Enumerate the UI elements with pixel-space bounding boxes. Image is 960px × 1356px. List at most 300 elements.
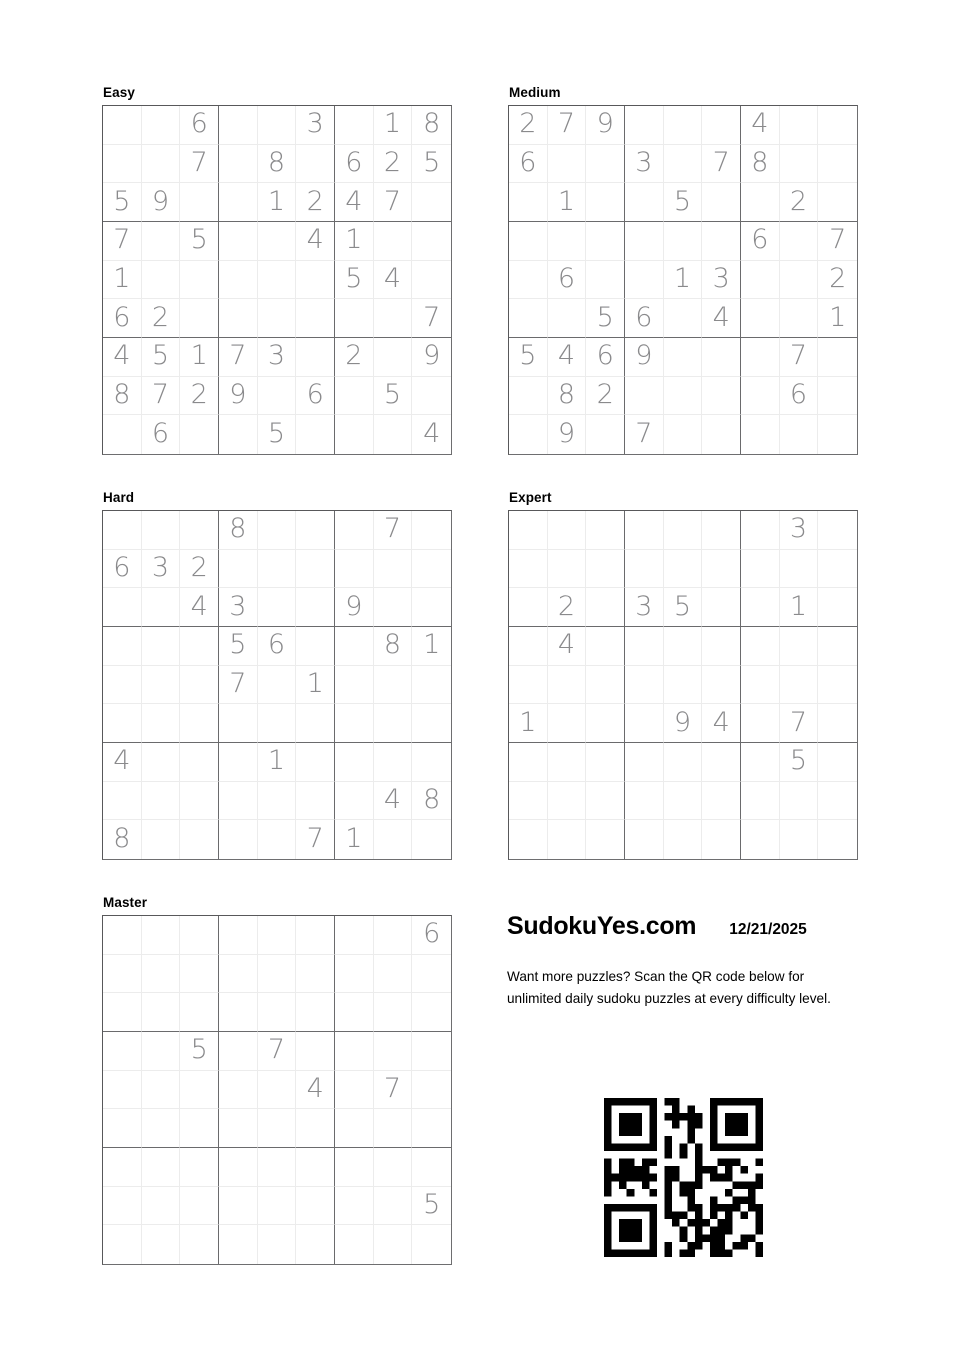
sudoku-cell-given[interactable] — [103, 338, 142, 377]
sudoku-cell-empty[interactable] — [741, 511, 780, 550]
sudoku-cell-empty[interactable] — [296, 550, 335, 589]
sudoku-cell-empty[interactable] — [219, 1032, 258, 1071]
sudoku-cell-empty[interactable] — [335, 415, 374, 454]
sudoku-cell-empty[interactable] — [219, 261, 258, 300]
sudoku-cell-empty[interactable] — [702, 627, 741, 666]
sudoku-cell-empty[interactable] — [296, 588, 335, 627]
sudoku-cell-empty[interactable] — [335, 106, 374, 145]
sudoku-cell-empty[interactable] — [741, 666, 780, 705]
sudoku-cell-empty[interactable] — [219, 1109, 258, 1148]
sudoku-cell-given[interactable] — [219, 588, 258, 627]
sudoku-cell-empty[interactable] — [509, 820, 548, 859]
sudoku-cell-empty[interactable] — [741, 299, 780, 338]
sudoku-cell-empty[interactable] — [335, 916, 374, 955]
sudoku-cell-given[interactable] — [180, 222, 219, 261]
sudoku-cell-empty[interactable] — [412, 222, 451, 261]
sudoku-cell-empty[interactable] — [180, 704, 219, 743]
sudoku-cell-empty[interactable] — [509, 666, 548, 705]
sudoku-cell-given[interactable] — [625, 415, 664, 454]
sudoku-cell-given[interactable] — [548, 338, 587, 377]
sudoku-cell-given[interactable] — [780, 743, 819, 782]
sudoku-cell-empty[interactable] — [374, 993, 413, 1032]
sudoku-cell-empty[interactable] — [780, 627, 819, 666]
sudoku-cell-empty[interactable] — [509, 415, 548, 454]
sudoku-cell-empty[interactable] — [818, 106, 857, 145]
sudoku-cell-given[interactable] — [103, 550, 142, 589]
sudoku-cell-empty[interactable] — [103, 1071, 142, 1110]
sudoku-cell-empty[interactable] — [374, 222, 413, 261]
sudoku-cell-empty[interactable] — [296, 955, 335, 994]
sudoku-cell-given[interactable] — [180, 550, 219, 589]
sudoku-cell-empty[interactable] — [142, 627, 181, 666]
sudoku-cell-empty[interactable] — [412, 550, 451, 589]
sudoku-cell-given[interactable] — [741, 222, 780, 261]
sudoku-cell-empty[interactable] — [412, 183, 451, 222]
sudoku-cell-empty[interactable] — [412, 743, 451, 782]
sudoku-cell-empty[interactable] — [258, 1109, 297, 1148]
sudoku-cell-empty[interactable] — [142, 1071, 181, 1110]
sudoku-cell-empty[interactable] — [702, 377, 741, 416]
sudoku-cell-given[interactable] — [702, 299, 741, 338]
sudoku-cell-empty[interactable] — [664, 338, 703, 377]
sudoku-cell-empty[interactable] — [219, 743, 258, 782]
sudoku-cell-given[interactable] — [219, 627, 258, 666]
sudoku-cell-empty[interactable] — [296, 415, 335, 454]
sudoku-cell-empty[interactable] — [103, 588, 142, 627]
sudoku-cell-empty[interactable] — [412, 1032, 451, 1071]
sudoku-cell-empty[interactable] — [702, 782, 741, 821]
sudoku-cell-given[interactable] — [586, 299, 625, 338]
sudoku-cell-given[interactable] — [780, 338, 819, 377]
sudoku-cell-given[interactable] — [702, 704, 741, 743]
sudoku-cell-given[interactable] — [258, 415, 297, 454]
sudoku-cell-given[interactable] — [664, 261, 703, 300]
sudoku-cell-empty[interactable] — [296, 1109, 335, 1148]
sudoku-cell-empty[interactable] — [180, 1187, 219, 1226]
sudoku-cell-given[interactable] — [258, 627, 297, 666]
sudoku-cell-empty[interactable] — [702, 511, 741, 550]
sudoku-cell-given[interactable] — [335, 820, 374, 859]
sudoku-cell-given[interactable] — [412, 299, 451, 338]
sudoku-cell-empty[interactable] — [586, 666, 625, 705]
sudoku-cell-empty[interactable] — [509, 377, 548, 416]
sudoku-cell-given[interactable] — [142, 183, 181, 222]
sudoku-cell-empty[interactable] — [818, 145, 857, 184]
sudoku-cell-empty[interactable] — [219, 550, 258, 589]
sudoku-cell-empty[interactable] — [586, 222, 625, 261]
sudoku-cell-empty[interactable] — [780, 106, 819, 145]
sudoku-cell-empty[interactable] — [103, 1148, 142, 1187]
qr-code-canvas[interactable] — [604, 1098, 763, 1257]
qr-code-icon[interactable] — [604, 1098, 763, 1257]
sudoku-cell-empty[interactable] — [180, 627, 219, 666]
sudoku-cell-empty[interactable] — [818, 782, 857, 821]
sudoku-cell-empty[interactable] — [586, 145, 625, 184]
sudoku-cell-empty[interactable] — [586, 820, 625, 859]
sudoku-cell-empty[interactable] — [412, 1109, 451, 1148]
sudoku-cell-empty[interactable] — [625, 704, 664, 743]
sudoku-cell-given[interactable] — [296, 106, 335, 145]
sudoku-cell-empty[interactable] — [702, 820, 741, 859]
sudoku-cell-empty[interactable] — [142, 222, 181, 261]
sudoku-cell-empty[interactable] — [412, 377, 451, 416]
sudoku-cell-empty[interactable] — [374, 955, 413, 994]
sudoku-cell-empty[interactable] — [625, 666, 664, 705]
sudoku-cell-empty[interactable] — [818, 627, 857, 666]
sudoku-cell-empty[interactable] — [180, 743, 219, 782]
sudoku-cell-empty[interactable] — [374, 666, 413, 705]
sudoku-cell-empty[interactable] — [664, 145, 703, 184]
sudoku-cell-empty[interactable] — [412, 588, 451, 627]
sudoku-cell-empty[interactable] — [412, 1148, 451, 1187]
sudoku-cell-empty[interactable] — [335, 627, 374, 666]
sudoku-cell-empty[interactable] — [258, 916, 297, 955]
sudoku-cell-empty[interactable] — [509, 299, 548, 338]
sudoku-cell-empty[interactable] — [335, 666, 374, 705]
sudoku-cell-given[interactable] — [374, 183, 413, 222]
sudoku-cell-empty[interactable] — [180, 1225, 219, 1264]
sudoku-cell-empty[interactable] — [741, 261, 780, 300]
sudoku-cell-empty[interactable] — [741, 743, 780, 782]
sudoku-cell-empty[interactable] — [374, 299, 413, 338]
sudoku-cell-empty[interactable] — [509, 222, 548, 261]
sudoku-cell-empty[interactable] — [374, 820, 413, 859]
sudoku-grid-easy[interactable] — [102, 105, 452, 455]
sudoku-cell-empty[interactable] — [180, 993, 219, 1032]
sudoku-grid-expert[interactable] — [508, 510, 858, 860]
sudoku-cell-given[interactable] — [664, 183, 703, 222]
sudoku-cell-given[interactable] — [335, 145, 374, 184]
sudoku-cell-given[interactable] — [103, 820, 142, 859]
sudoku-cell-given[interactable] — [258, 743, 297, 782]
sudoku-cell-empty[interactable] — [741, 338, 780, 377]
sudoku-cell-empty[interactable] — [258, 106, 297, 145]
sudoku-cell-empty[interactable] — [142, 955, 181, 994]
sudoku-cell-given[interactable] — [780, 183, 819, 222]
sudoku-cell-given[interactable] — [103, 743, 142, 782]
sudoku-cell-empty[interactable] — [180, 299, 219, 338]
sudoku-cell-given[interactable] — [780, 704, 819, 743]
sudoku-cell-empty[interactable] — [103, 511, 142, 550]
sudoku-cell-given[interactable] — [664, 704, 703, 743]
sudoku-cell-given[interactable] — [296, 666, 335, 705]
sudoku-cell-empty[interactable] — [374, 1187, 413, 1226]
sudoku-cell-given[interactable] — [374, 511, 413, 550]
sudoku-cell-empty[interactable] — [586, 511, 625, 550]
sudoku-cell-given[interactable] — [741, 145, 780, 184]
sudoku-cell-empty[interactable] — [548, 299, 587, 338]
sudoku-cell-empty[interactable] — [296, 299, 335, 338]
sudoku-cell-empty[interactable] — [509, 782, 548, 821]
sudoku-cell-empty[interactable] — [702, 415, 741, 454]
sudoku-cell-empty[interactable] — [142, 916, 181, 955]
sudoku-cell-empty[interactable] — [180, 1109, 219, 1148]
sudoku-cell-empty[interactable] — [103, 1109, 142, 1148]
sudoku-cell-empty[interactable] — [219, 1148, 258, 1187]
sudoku-cell-empty[interactable] — [374, 1225, 413, 1264]
sudoku-cell-empty[interactable] — [142, 704, 181, 743]
sudoku-cell-empty[interactable] — [180, 415, 219, 454]
sudoku-cell-empty[interactable] — [142, 511, 181, 550]
sudoku-cell-empty[interactable] — [142, 1032, 181, 1071]
sudoku-cell-empty[interactable] — [780, 145, 819, 184]
sudoku-cell-given[interactable] — [702, 261, 741, 300]
sudoku-cell-given[interactable] — [412, 106, 451, 145]
sudoku-cell-given[interactable] — [818, 222, 857, 261]
sudoku-cell-empty[interactable] — [586, 415, 625, 454]
sudoku-cell-given[interactable] — [258, 338, 297, 377]
sudoku-cell-empty[interactable] — [335, 743, 374, 782]
sudoku-cell-empty[interactable] — [548, 145, 587, 184]
sudoku-cell-empty[interactable] — [374, 588, 413, 627]
sudoku-cell-empty[interactable] — [702, 106, 741, 145]
sudoku-cell-empty[interactable] — [780, 299, 819, 338]
sudoku-cell-given[interactable] — [586, 377, 625, 416]
sudoku-cell-given[interactable] — [180, 338, 219, 377]
sudoku-cell-empty[interactable] — [412, 261, 451, 300]
sudoku-cell-empty[interactable] — [296, 145, 335, 184]
sudoku-cell-empty[interactable] — [625, 106, 664, 145]
sudoku-cell-empty[interactable] — [412, 955, 451, 994]
sudoku-cell-empty[interactable] — [509, 511, 548, 550]
sudoku-cell-given[interactable] — [180, 145, 219, 184]
sudoku-cell-empty[interactable] — [258, 782, 297, 821]
sudoku-cell-empty[interactable] — [335, 550, 374, 589]
sudoku-cell-empty[interactable] — [142, 1225, 181, 1264]
sudoku-cell-empty[interactable] — [219, 106, 258, 145]
sudoku-cell-empty[interactable] — [219, 1187, 258, 1226]
sudoku-cell-empty[interactable] — [335, 704, 374, 743]
sudoku-cell-empty[interactable] — [818, 415, 857, 454]
sudoku-cell-empty[interactable] — [103, 1187, 142, 1226]
sudoku-cell-given[interactable] — [219, 666, 258, 705]
sudoku-cell-empty[interactable] — [374, 550, 413, 589]
sudoku-cell-empty[interactable] — [412, 704, 451, 743]
sudoku-cell-given[interactable] — [412, 1187, 451, 1226]
sudoku-cell-empty[interactable] — [509, 550, 548, 589]
sudoku-cell-empty[interactable] — [258, 666, 297, 705]
sudoku-cell-empty[interactable] — [335, 782, 374, 821]
sudoku-cell-empty[interactable] — [219, 1225, 258, 1264]
sudoku-cell-given[interactable] — [219, 338, 258, 377]
sudoku-cell-given[interactable] — [818, 299, 857, 338]
sudoku-cell-empty[interactable] — [296, 338, 335, 377]
sudoku-cell-empty[interactable] — [180, 261, 219, 300]
sudoku-cell-empty[interactable] — [741, 415, 780, 454]
sudoku-cell-given[interactable] — [296, 183, 335, 222]
sudoku-cell-empty[interactable] — [509, 261, 548, 300]
sudoku-cell-empty[interactable] — [103, 415, 142, 454]
sudoku-cell-empty[interactable] — [548, 782, 587, 821]
sudoku-cell-given[interactable] — [780, 511, 819, 550]
sudoku-cell-empty[interactable] — [103, 666, 142, 705]
sudoku-cell-empty[interactable] — [625, 261, 664, 300]
sudoku-cell-empty[interactable] — [335, 993, 374, 1032]
sudoku-cell-given[interactable] — [296, 377, 335, 416]
sudoku-cell-empty[interactable] — [180, 820, 219, 859]
sudoku-cell-given[interactable] — [412, 627, 451, 666]
sudoku-cell-empty[interactable] — [142, 1187, 181, 1226]
sudoku-cell-empty[interactable] — [625, 820, 664, 859]
sudoku-cell-empty[interactable] — [586, 782, 625, 821]
sudoku-cell-empty[interactable] — [219, 916, 258, 955]
sudoku-cell-empty[interactable] — [625, 550, 664, 589]
sudoku-cell-given[interactable] — [142, 415, 181, 454]
sudoku-cell-given[interactable] — [548, 261, 587, 300]
sudoku-cell-empty[interactable] — [741, 627, 780, 666]
sudoku-cell-given[interactable] — [625, 588, 664, 627]
sudoku-cell-given[interactable] — [335, 222, 374, 261]
sudoku-cell-empty[interactable] — [258, 511, 297, 550]
sudoku-cell-given[interactable] — [219, 377, 258, 416]
sudoku-cell-empty[interactable] — [780, 666, 819, 705]
sudoku-cell-empty[interactable] — [586, 743, 625, 782]
sudoku-cell-empty[interactable] — [374, 415, 413, 454]
sudoku-cell-given[interactable] — [412, 916, 451, 955]
sudoku-cell-given[interactable] — [335, 183, 374, 222]
sudoku-cell-empty[interactable] — [180, 666, 219, 705]
sudoku-grid-hard[interactable] — [102, 510, 452, 860]
sudoku-cell-empty[interactable] — [335, 1109, 374, 1148]
sudoku-cell-empty[interactable] — [103, 782, 142, 821]
sudoku-cell-empty[interactable] — [664, 511, 703, 550]
sudoku-cell-empty[interactable] — [625, 511, 664, 550]
sudoku-cell-empty[interactable] — [180, 1071, 219, 1110]
sudoku-cell-empty[interactable] — [142, 782, 181, 821]
sudoku-cell-empty[interactable] — [548, 222, 587, 261]
sudoku-cell-empty[interactable] — [374, 1109, 413, 1148]
sudoku-cell-empty[interactable] — [335, 1187, 374, 1226]
sudoku-cell-empty[interactable] — [142, 106, 181, 145]
sudoku-cell-empty[interactable] — [625, 627, 664, 666]
sudoku-cell-empty[interactable] — [258, 1071, 297, 1110]
sudoku-cell-given[interactable] — [296, 222, 335, 261]
sudoku-cell-empty[interactable] — [142, 145, 181, 184]
sudoku-cell-given[interactable] — [258, 183, 297, 222]
sudoku-cell-given[interactable] — [374, 1071, 413, 1110]
sudoku-cell-empty[interactable] — [780, 261, 819, 300]
sudoku-cell-given[interactable] — [509, 106, 548, 145]
sudoku-cell-empty[interactable] — [296, 627, 335, 666]
sudoku-cell-empty[interactable] — [412, 820, 451, 859]
sudoku-cell-empty[interactable] — [258, 955, 297, 994]
sudoku-cell-empty[interactable] — [374, 704, 413, 743]
sudoku-cell-empty[interactable] — [219, 820, 258, 859]
sudoku-cell-empty[interactable] — [103, 1225, 142, 1264]
sudoku-cell-given[interactable] — [509, 338, 548, 377]
sudoku-cell-given[interactable] — [335, 261, 374, 300]
sudoku-cell-empty[interactable] — [335, 1032, 374, 1071]
sudoku-cell-given[interactable] — [296, 820, 335, 859]
sudoku-cell-empty[interactable] — [741, 782, 780, 821]
sudoku-cell-empty[interactable] — [180, 916, 219, 955]
sudoku-cell-empty[interactable] — [219, 183, 258, 222]
sudoku-cell-empty[interactable] — [219, 415, 258, 454]
sudoku-cell-given[interactable] — [258, 1032, 297, 1071]
sudoku-cell-given[interactable] — [142, 377, 181, 416]
sudoku-cell-given[interactable] — [780, 588, 819, 627]
sudoku-cell-empty[interactable] — [258, 261, 297, 300]
sudoku-cell-empty[interactable] — [258, 820, 297, 859]
sudoku-cell-empty[interactable] — [780, 415, 819, 454]
sudoku-cell-empty[interactable] — [702, 743, 741, 782]
sudoku-cell-empty[interactable] — [586, 627, 625, 666]
sudoku-cell-empty[interactable] — [374, 338, 413, 377]
sudoku-cell-empty[interactable] — [741, 588, 780, 627]
sudoku-cell-empty[interactable] — [818, 666, 857, 705]
sudoku-cell-empty[interactable] — [586, 550, 625, 589]
sudoku-cell-empty[interactable] — [103, 627, 142, 666]
sudoku-cell-empty[interactable] — [702, 338, 741, 377]
sudoku-cell-given[interactable] — [548, 183, 587, 222]
sudoku-cell-given[interactable] — [335, 588, 374, 627]
sudoku-cell-empty[interactable] — [103, 993, 142, 1032]
sudoku-cell-empty[interactable] — [625, 222, 664, 261]
sudoku-cell-empty[interactable] — [780, 782, 819, 821]
sudoku-cell-given[interactable] — [103, 377, 142, 416]
sudoku-cell-empty[interactable] — [780, 820, 819, 859]
sudoku-cell-given[interactable] — [103, 222, 142, 261]
sudoku-cell-empty[interactable] — [296, 916, 335, 955]
sudoku-cell-given[interactable] — [103, 261, 142, 300]
sudoku-cell-empty[interactable] — [296, 1225, 335, 1264]
sudoku-cell-empty[interactable] — [702, 183, 741, 222]
sudoku-cell-empty[interactable] — [548, 511, 587, 550]
sudoku-cell-empty[interactable] — [780, 550, 819, 589]
sudoku-cell-empty[interactable] — [548, 550, 587, 589]
sudoku-cell-empty[interactable] — [741, 820, 780, 859]
sudoku-cell-given[interactable] — [180, 1032, 219, 1071]
sudoku-cell-empty[interactable] — [412, 511, 451, 550]
sudoku-cell-given[interactable] — [374, 782, 413, 821]
sudoku-cell-empty[interactable] — [548, 820, 587, 859]
sudoku-cell-given[interactable] — [142, 550, 181, 589]
sudoku-cell-empty[interactable] — [702, 666, 741, 705]
sudoku-cell-empty[interactable] — [219, 993, 258, 1032]
sudoku-cell-given[interactable] — [374, 377, 413, 416]
sudoku-cell-empty[interactable] — [296, 993, 335, 1032]
sudoku-cell-empty[interactable] — [548, 704, 587, 743]
sudoku-cell-empty[interactable] — [664, 743, 703, 782]
sudoku-cell-empty[interactable] — [702, 222, 741, 261]
sudoku-cell-given[interactable] — [335, 338, 374, 377]
sudoku-cell-empty[interactable] — [142, 820, 181, 859]
sudoku-cell-empty[interactable] — [335, 955, 374, 994]
sudoku-cell-empty[interactable] — [142, 993, 181, 1032]
sudoku-cell-empty[interactable] — [296, 1148, 335, 1187]
sudoku-cell-given[interactable] — [586, 338, 625, 377]
sudoku-cell-given[interactable] — [586, 106, 625, 145]
sudoku-cell-empty[interactable] — [219, 299, 258, 338]
sudoku-cell-empty[interactable] — [412, 666, 451, 705]
sudoku-cell-empty[interactable] — [509, 627, 548, 666]
sudoku-cell-empty[interactable] — [412, 1225, 451, 1264]
sudoku-cell-empty[interactable] — [625, 782, 664, 821]
sudoku-cell-empty[interactable] — [625, 377, 664, 416]
sudoku-cell-empty[interactable] — [219, 1071, 258, 1110]
sudoku-cell-empty[interactable] — [258, 550, 297, 589]
sudoku-cell-empty[interactable] — [142, 1148, 181, 1187]
sudoku-cell-empty[interactable] — [780, 222, 819, 261]
sudoku-cell-given[interactable] — [509, 704, 548, 743]
sudoku-cell-empty[interactable] — [258, 222, 297, 261]
sudoku-cell-empty[interactable] — [818, 377, 857, 416]
sudoku-cell-empty[interactable] — [142, 261, 181, 300]
sudoku-cell-empty[interactable] — [412, 993, 451, 1032]
sudoku-cell-given[interactable] — [374, 106, 413, 145]
sudoku-cell-given[interactable] — [412, 338, 451, 377]
sudoku-cell-empty[interactable] — [258, 377, 297, 416]
